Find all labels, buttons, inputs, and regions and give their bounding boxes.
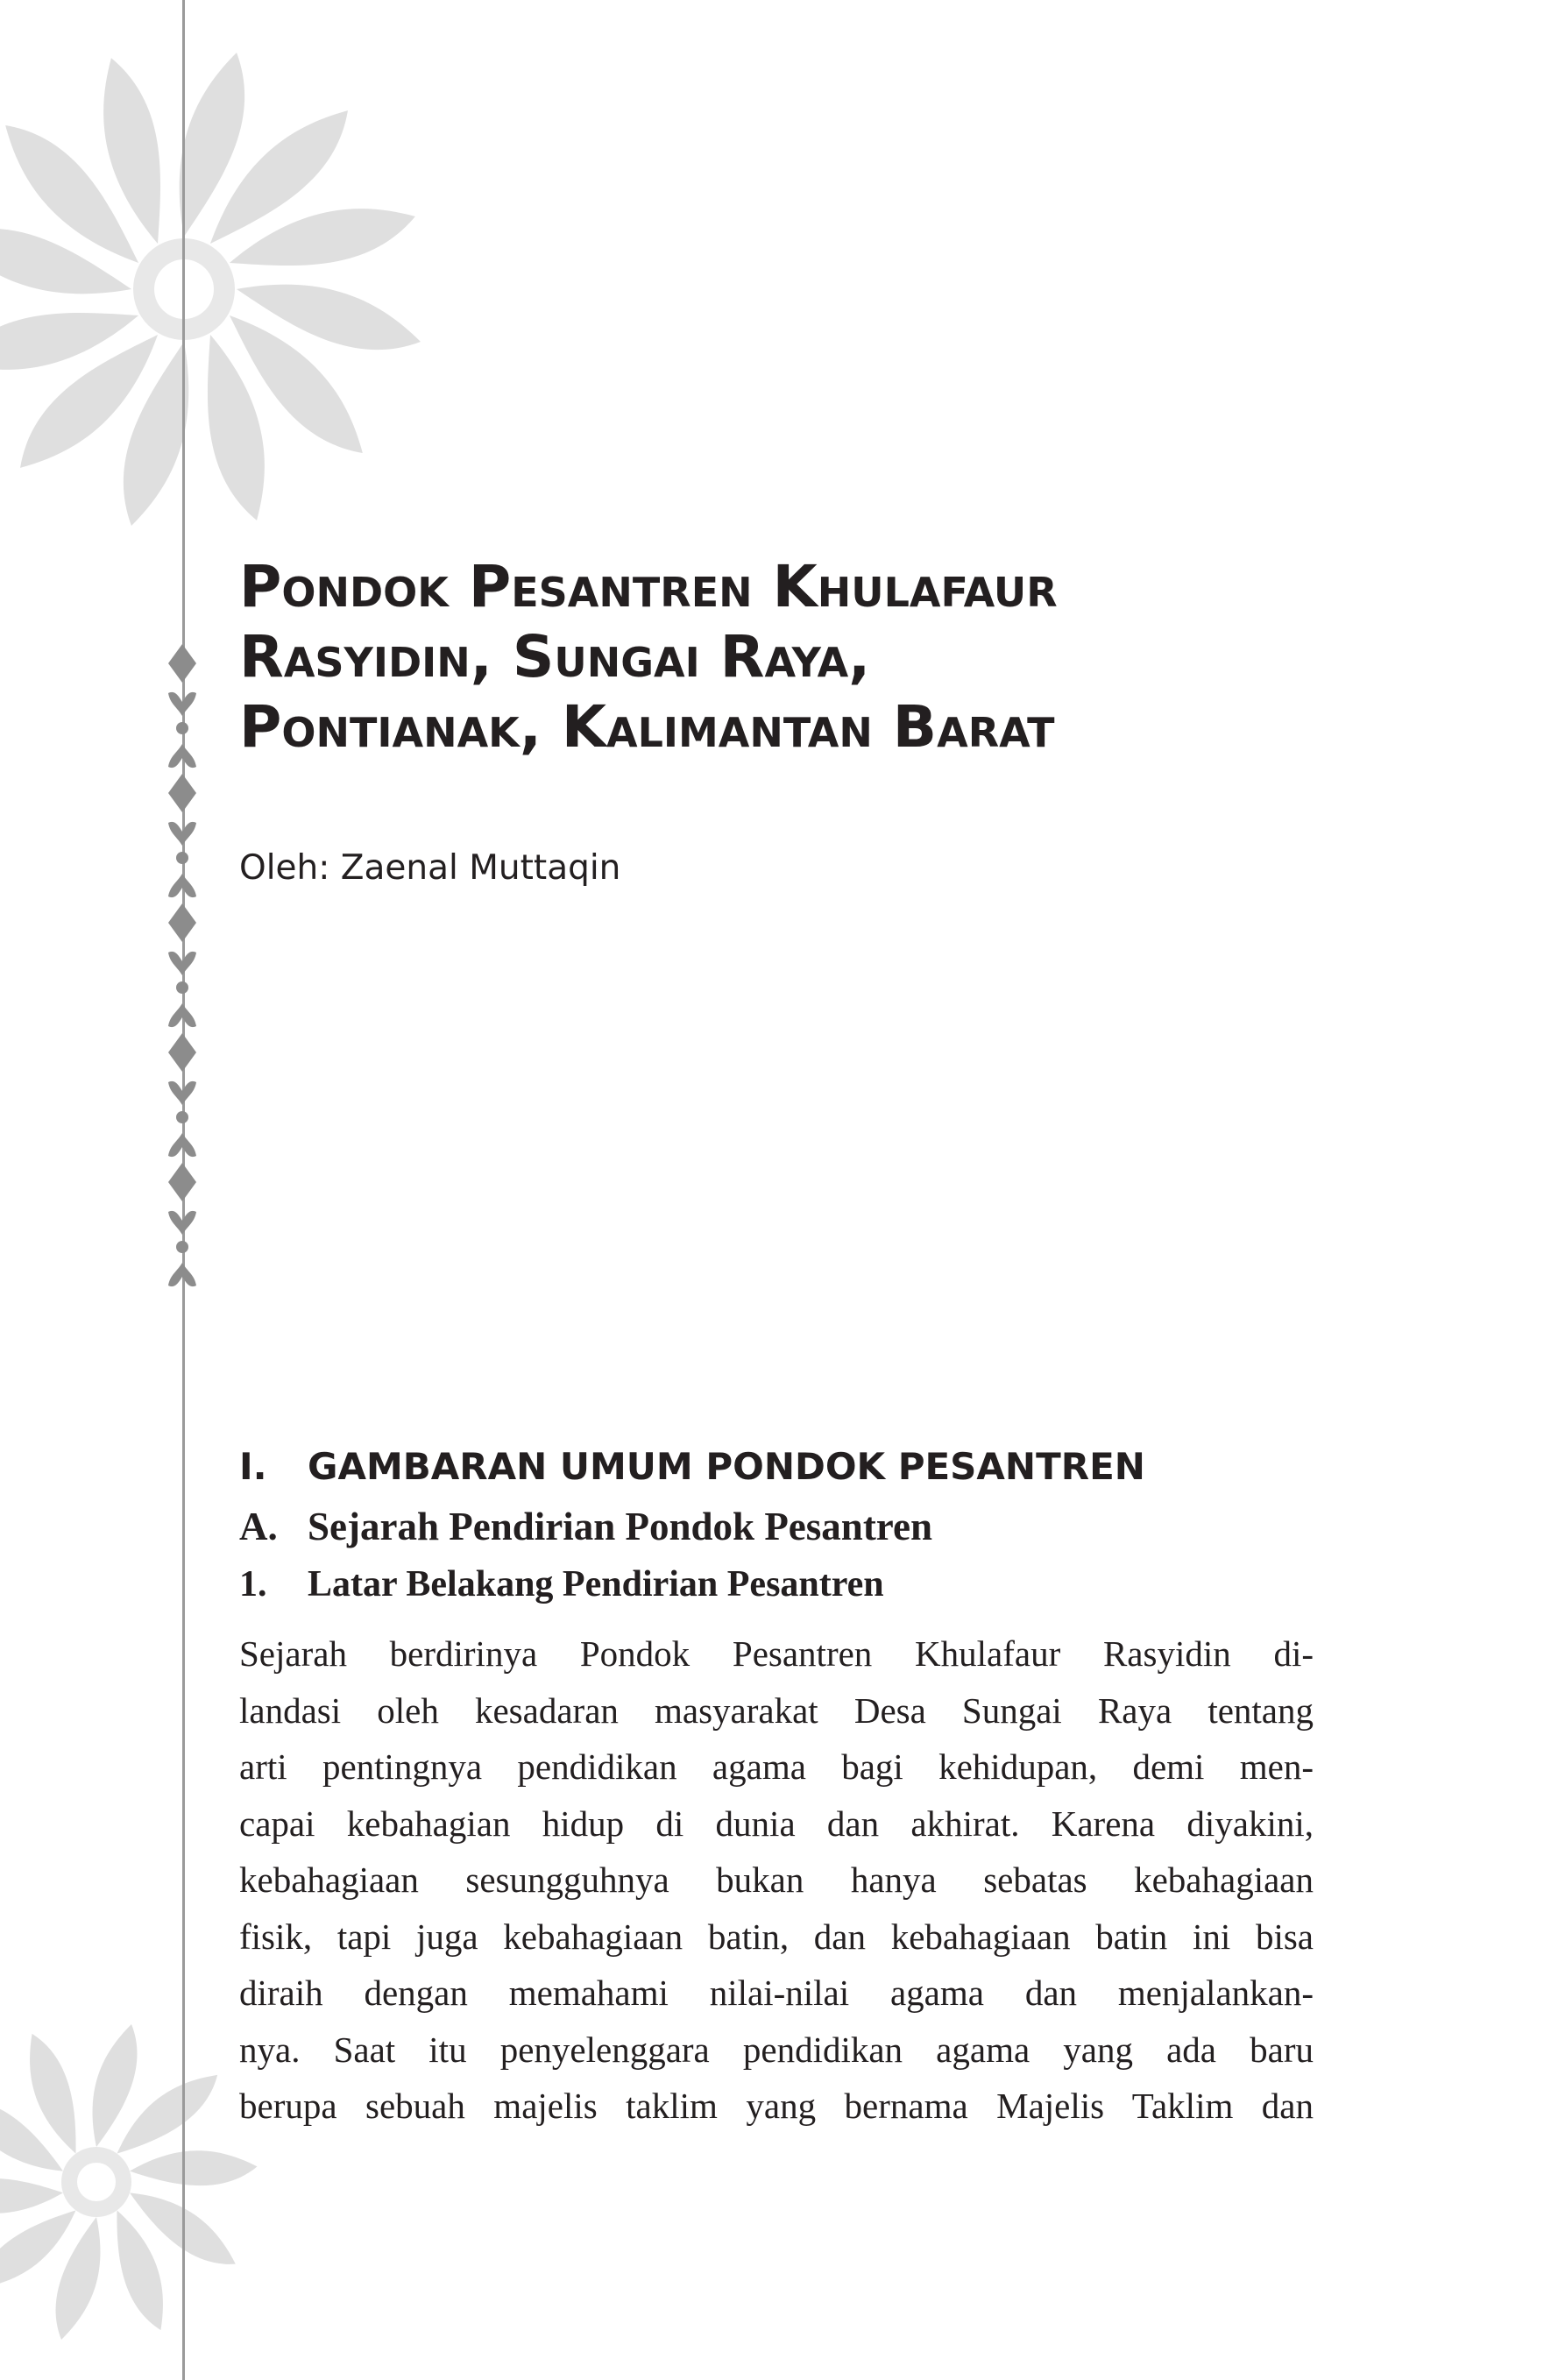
section-heading: [239, 1437, 1326, 1497]
paragraph-line: capai kebahagian hidup di dunia dan akhirat. Karena diyakini,: [239, 1803, 1314, 1844]
subsection-number: A.: [239, 1505, 278, 1548]
ornamental-border-strip: [159, 644, 205, 1293]
subsubsection-heading: [239, 1556, 1326, 1612]
chapter-title-line: Pontianak, Kalimantan Barat: [239, 693, 1055, 761]
chapter-title-line: Pondok Pesantren Khulafaur: [239, 553, 1058, 620]
paragraph-line: diraih dengan memahami nilai-nilai agama dan menjalankan-: [239, 1973, 1314, 2013]
paragraph-line: arti pentingnya pendidikan agama bagi kehidupan, demi men-: [239, 1746, 1314, 1787]
section-number: I.: [239, 1445, 267, 1488]
chapter-title: [239, 552, 1378, 762]
paragraph-line: nya. Saat itu penyelenggara pendidikan agama yang ada baru: [239, 2029, 1314, 2070]
paragraph-line: fisik, tapi juga kebahagiaan batin, dan kebahagiaan batin ini bisa: [239, 1916, 1314, 1957]
subsection-heading-text: Sejarah Pendirian Pondok Pesantren: [308, 1505, 932, 1548]
author-byline: Oleh: Zaenal Muttaqin: [239, 848, 621, 888]
subsubsection-heading-text: Latar Belakang Pendirian Pesantren: [308, 1564, 884, 1604]
paragraph-line: landasi oleh kesadaran masyarakat Desa Sungai Raya tentang: [239, 1689, 1314, 1731]
paragraph-line: berupa sebuah majelis taklim yang bernama Majelis Taklim dan: [239, 2086, 1314, 2126]
chapter-title-line: Rasyidin, Sungai Raya,: [239, 623, 871, 691]
floral-ornament-top: [0, 0, 491, 561]
subsection-heading: [239, 1497, 1326, 1556]
paragraph-line: Sejarah berdirinya Pondok Pesantren Khulafaur Rasyidin di-: [239, 1633, 1314, 1674]
section-heading-text: GAMBARAN UMUM PONDOK PESANTREN: [308, 1445, 1145, 1488]
section-headings: [239, 1437, 1326, 1612]
subsubsection-number: 1.: [239, 1564, 267, 1604]
paragraph-line: kebahagiaan sesungguhnya bukan hanya sebatas kebahagiaan: [239, 1859, 1314, 1900]
body-paragraph: [239, 1626, 1314, 2135]
